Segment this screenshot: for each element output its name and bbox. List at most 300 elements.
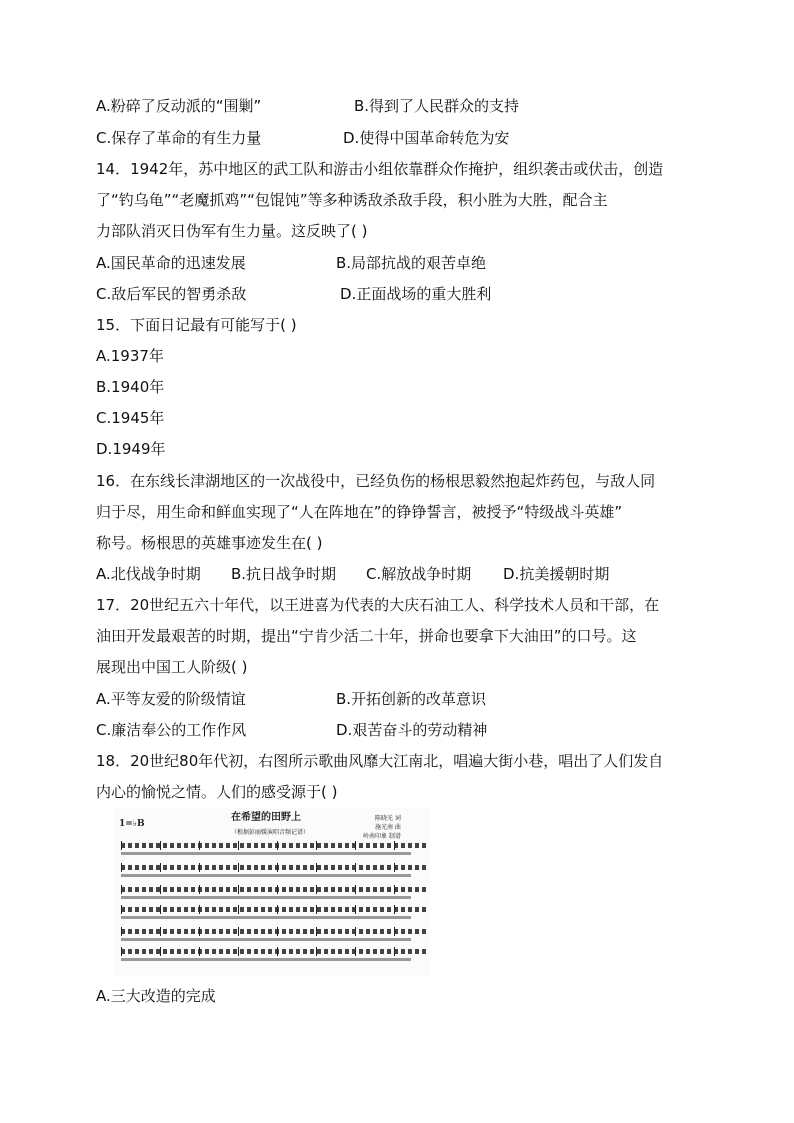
score-barline <box>199 885 200 894</box>
q13-option-b: B.得到了人民群众的支持 <box>354 97 520 115</box>
score-barline <box>238 863 239 872</box>
score-glyph <box>338 929 342 934</box>
score-glyph <box>359 865 363 870</box>
score-glyph <box>373 887 377 892</box>
score-glyph <box>324 907 328 912</box>
score-glyph <box>240 865 244 870</box>
score-glyph <box>149 843 153 848</box>
score-glyph <box>163 865 167 870</box>
q16-options <box>96 564 609 584</box>
score-glyph <box>317 843 321 848</box>
score-glyph <box>380 949 384 954</box>
score-glyph <box>149 907 153 912</box>
score-glyph <box>142 929 146 934</box>
score-glyph <box>408 907 412 912</box>
score-glyph <box>268 865 272 870</box>
score-glyph <box>331 949 335 954</box>
score-glyph <box>303 887 307 892</box>
score-glyph <box>401 865 405 870</box>
score-glyph <box>268 843 272 848</box>
score-glyph <box>156 887 160 892</box>
score-glyph <box>261 929 265 934</box>
score-glyph <box>401 907 405 912</box>
score-glyph <box>226 887 230 892</box>
score-barline <box>277 927 278 936</box>
score-glyph <box>282 929 286 934</box>
score-lyric-line <box>121 958 411 961</box>
score-glyph <box>177 843 181 848</box>
score-glyph <box>303 929 307 934</box>
q17-option-b: B.开拓创新的改革意识 <box>336 690 487 708</box>
score-glyph <box>296 887 300 892</box>
score-glyph <box>233 929 237 934</box>
score-glyph <box>324 843 328 848</box>
score-glyph <box>156 865 160 870</box>
score-glyph <box>380 907 384 912</box>
score-glyph <box>282 865 286 870</box>
score-barline <box>355 885 356 894</box>
score-glyph <box>212 865 216 870</box>
score-glyph <box>359 907 363 912</box>
score-glyph <box>317 949 321 954</box>
q16-option-a: A.北伐战争时期 <box>96 565 201 583</box>
score-barline <box>277 863 278 872</box>
score-glyph <box>233 949 237 954</box>
score-composer: 施光南 曲 <box>375 824 401 831</box>
q16-option-d: D.抗美援朝时期 <box>503 565 610 583</box>
score-glyph <box>184 887 188 892</box>
score-glyph <box>233 907 237 912</box>
score-barline <box>355 863 356 872</box>
score-glyph <box>296 949 300 954</box>
score-lyric-line <box>121 874 411 877</box>
score-glyph <box>191 843 195 848</box>
score-lyric-line <box>121 852 411 855</box>
score-glyph <box>282 843 286 848</box>
q17-option-c: C.廉洁奉公的工作作风 <box>96 721 247 739</box>
score-glyph <box>212 887 216 892</box>
score-glyph <box>387 907 391 912</box>
score-glyph <box>345 887 349 892</box>
score-glyph <box>128 887 132 892</box>
score-glyph <box>177 887 181 892</box>
score-glyph <box>177 865 181 870</box>
score-barline <box>316 947 317 956</box>
q15-stem: 15．下面日记最有可能写于( ) <box>96 316 297 334</box>
score-lyric-line <box>121 896 411 899</box>
score-glyph <box>401 949 405 954</box>
score-glyph <box>373 865 377 870</box>
score-glyph <box>310 907 314 912</box>
score-glyph <box>282 949 286 954</box>
score-barline <box>199 841 200 850</box>
song-score-image <box>113 808 431 976</box>
score-glyph <box>345 843 349 848</box>
score-barline <box>121 841 122 850</box>
q18-stem-line1: 18．20世纪80年代初，右图所示歌曲风靡大江南北，唱遍大街小巷，唱出了人们发自 <box>96 752 664 770</box>
score-glyph <box>331 843 335 848</box>
score-glyph <box>135 887 139 892</box>
q16-stem-line3: 称号。杨根思的英雄事迹发生在( ) <box>96 534 323 552</box>
score-glyph <box>261 907 265 912</box>
score-glyph <box>338 907 342 912</box>
score-glyph <box>191 907 195 912</box>
score-glyph <box>254 843 258 848</box>
score-glyph <box>135 929 139 934</box>
score-glyph <box>261 887 265 892</box>
score-barline <box>277 885 278 894</box>
score-glyph <box>177 929 181 934</box>
score-glyph <box>247 887 251 892</box>
score-glyph <box>338 887 342 892</box>
score-barline <box>238 947 239 956</box>
score-glyph <box>135 865 139 870</box>
score-glyph <box>324 865 328 870</box>
q16-option-c: C.解放战争时期 <box>366 565 472 583</box>
score-glyph <box>128 907 132 912</box>
score-glyph <box>422 843 426 848</box>
score-glyph <box>366 929 370 934</box>
score-glyph <box>177 949 181 954</box>
score-barline <box>121 947 122 956</box>
score-glyph <box>226 843 230 848</box>
score-glyph <box>373 907 377 912</box>
score-glyph <box>345 865 349 870</box>
score-glyph <box>142 843 146 848</box>
score-glyph <box>282 887 286 892</box>
q13-option-c: C.保存了革命的有生力量 <box>96 129 262 147</box>
score-glyph <box>254 949 258 954</box>
score-barline <box>394 841 395 850</box>
score-glyph <box>226 949 230 954</box>
score-glyph <box>170 949 174 954</box>
q14-option-d: D.正面战场的重大胜利 <box>340 285 492 303</box>
score-glyph <box>205 907 209 912</box>
score-glyph <box>142 887 146 892</box>
score-glyph <box>240 929 244 934</box>
score-glyph <box>331 929 335 934</box>
score-glyph <box>240 843 244 848</box>
q16-stem-line1: 16．在东线长津湖地区的一次战役中，已经负伤的杨根思毅然抱起炸药包，与敌人同 <box>96 472 656 490</box>
score-barline <box>355 947 356 956</box>
score-barline <box>238 841 239 850</box>
score-glyph <box>387 949 391 954</box>
score-glyph <box>373 949 377 954</box>
score-glyph <box>296 865 300 870</box>
score-glyph <box>184 949 188 954</box>
score-glyph <box>401 843 405 848</box>
score-glyph <box>163 929 167 934</box>
score-barline <box>394 885 395 894</box>
score-glyph <box>317 865 321 870</box>
score-glyph <box>408 865 412 870</box>
score-title: 在希望的田野上 <box>231 812 301 823</box>
score-glyph <box>261 843 265 848</box>
score-glyph <box>331 887 335 892</box>
score-glyph <box>212 907 216 912</box>
score-glyph <box>254 887 258 892</box>
score-glyph <box>128 929 132 934</box>
q17-option-d: D.艰苦奋斗的劳动精神 <box>336 721 488 739</box>
score-glyph <box>366 887 370 892</box>
score-glyph <box>135 843 139 848</box>
score-glyph <box>366 907 370 912</box>
score-glyph <box>310 865 314 870</box>
q15-option-b: B.1940年 <box>96 378 165 396</box>
score-lyric-line <box>121 938 411 941</box>
score-glyph <box>163 843 167 848</box>
q15-option-a: A.1937年 <box>96 347 164 365</box>
score-barline <box>316 841 317 850</box>
score-barline <box>316 927 317 936</box>
score-glyph <box>408 843 412 848</box>
score-glyph <box>296 929 300 934</box>
q16-stem-line2: 归于尽，用生命和鲜血实现了“人在阵地在”的铮铮誓言，被授予“特级战斗英雄” <box>96 503 623 521</box>
score-glyph <box>282 907 286 912</box>
score-glyph <box>422 949 426 954</box>
score-glyph <box>366 865 370 870</box>
score-glyph <box>380 843 384 848</box>
q14-stem-line1: 14．1942年，苏中地区的武工队和游击小组依靠群众作掩护，组织袭击或伏击，创造 <box>96 160 664 178</box>
score-glyph <box>331 865 335 870</box>
score-glyph <box>345 907 349 912</box>
score-glyph <box>163 887 167 892</box>
score-glyph <box>128 843 132 848</box>
score-glyph <box>380 929 384 934</box>
score-glyph <box>163 907 167 912</box>
score-glyph <box>212 929 216 934</box>
score-glyph <box>303 949 307 954</box>
score-glyph <box>310 929 314 934</box>
score-glyph <box>184 843 188 848</box>
q13-option-d: D.使得中国革命转危为安 <box>343 129 510 147</box>
score-glyph <box>289 887 293 892</box>
score-glyph <box>219 887 223 892</box>
score-glyph <box>317 907 321 912</box>
score-glyph <box>415 929 419 934</box>
score-barline <box>160 947 161 956</box>
score-glyph <box>205 929 209 934</box>
score-glyph <box>338 843 342 848</box>
q16-option-b: B.抗日战争时期 <box>231 565 337 583</box>
score-glyph <box>380 865 384 870</box>
score-barline <box>355 927 356 936</box>
score-glyph <box>156 929 160 934</box>
score-glyph <box>415 843 419 848</box>
score-glyph <box>324 929 328 934</box>
score-glyph <box>226 929 230 934</box>
score-glyph <box>422 907 426 912</box>
score-glyph <box>184 907 188 912</box>
score-subtitle: （根据彭丽媛演唱音频记谱） <box>231 829 310 836</box>
score-glyph <box>128 949 132 954</box>
score-barline <box>316 885 317 894</box>
q17-stem-line3: 展现出中国工人阶级( ) <box>96 658 248 676</box>
q17-stem-line1: 17．20世纪五六十年代，以王进喜为代表的大庆石油工人、科学技术人员和干部，在 <box>96 596 660 614</box>
score-glyph <box>240 887 244 892</box>
score-glyph <box>219 929 223 934</box>
score-glyph <box>219 843 223 848</box>
score-glyph <box>415 949 419 954</box>
score-glyph <box>170 907 174 912</box>
score-barline <box>394 905 395 914</box>
score-glyph <box>149 865 153 870</box>
score-glyph <box>415 907 419 912</box>
q17-stem-line2: 油田开发最艰苦的时期，提出“宁肯少活二十年，拼命也要拿下大油田”的口号。这 <box>96 627 637 645</box>
score-glyph <box>205 843 209 848</box>
score-glyph <box>240 907 244 912</box>
score-key: 1=♭B <box>119 819 145 829</box>
score-glyph <box>387 929 391 934</box>
score-barline <box>160 863 161 872</box>
score-barline <box>277 947 278 956</box>
score-barline <box>238 885 239 894</box>
score-barline <box>199 947 200 956</box>
score-barline <box>121 905 122 914</box>
score-glyph <box>149 929 153 934</box>
score-glyph <box>142 949 146 954</box>
score-glyph <box>191 949 195 954</box>
score-glyph <box>226 865 230 870</box>
score-glyph <box>401 887 405 892</box>
score-glyph <box>247 865 251 870</box>
score-barline <box>160 841 161 850</box>
score-arranger: 岭南印象 制谱 <box>363 833 401 840</box>
q17-option-a: A.平等友爱的阶级情谊 <box>96 690 246 708</box>
score-glyph <box>191 887 195 892</box>
score-glyph <box>149 887 153 892</box>
score-barline <box>160 927 161 936</box>
score-glyph <box>324 887 328 892</box>
q15-option-c: C.1945年 <box>96 409 165 427</box>
score-barline <box>199 927 200 936</box>
score-glyph <box>170 865 174 870</box>
score-glyph <box>387 843 391 848</box>
score-glyph <box>408 887 412 892</box>
q14-stem-line2: 了“钓乌龟”“老魔抓鸡”“包馄饨”等多种诱敌杀敌手段，积小胜为大胜，配合主 <box>96 191 608 209</box>
q15-option-d: D.1949年 <box>96 440 166 458</box>
score-glyph <box>226 907 230 912</box>
score-glyph <box>268 907 272 912</box>
score-glyph <box>289 843 293 848</box>
score-barline <box>277 905 278 914</box>
score-glyph <box>170 929 174 934</box>
score-glyph <box>366 843 370 848</box>
score-glyph <box>296 907 300 912</box>
score-barline <box>238 905 239 914</box>
score-glyph <box>422 929 426 934</box>
score-glyph <box>156 949 160 954</box>
score-glyph <box>289 929 293 934</box>
score-barline <box>121 885 122 894</box>
score-glyph <box>261 949 265 954</box>
score-barline <box>199 905 200 914</box>
score-glyph <box>324 949 328 954</box>
score-barline <box>160 885 161 894</box>
score-glyph <box>296 843 300 848</box>
score-glyph <box>247 843 251 848</box>
score-glyph <box>205 949 209 954</box>
score-glyph <box>156 907 160 912</box>
score-barline <box>121 927 122 936</box>
score-glyph <box>415 887 419 892</box>
score-glyph <box>289 907 293 912</box>
score-glyph <box>310 949 314 954</box>
score-glyph <box>247 949 251 954</box>
score-barline <box>277 841 278 850</box>
score-glyph <box>422 865 426 870</box>
q13-option-a: A.粉碎了反动派的“围剿” <box>96 97 262 115</box>
score-glyph <box>422 887 426 892</box>
score-glyph <box>184 929 188 934</box>
score-barline <box>199 863 200 872</box>
score-glyph <box>156 843 160 848</box>
score-glyph <box>170 887 174 892</box>
score-lyric-line <box>121 916 411 919</box>
score-barline <box>316 905 317 914</box>
score-barline <box>394 863 395 872</box>
score-glyph <box>310 843 314 848</box>
score-glyph <box>233 887 237 892</box>
score-glyph <box>366 949 370 954</box>
score-glyph <box>135 907 139 912</box>
score-glyph <box>268 929 272 934</box>
score-glyph <box>142 907 146 912</box>
score-glyph <box>317 929 321 934</box>
score-glyph <box>212 949 216 954</box>
score-glyph <box>345 949 349 954</box>
score-barline <box>394 927 395 936</box>
score-barline <box>355 905 356 914</box>
score-glyph <box>233 865 237 870</box>
score-glyph <box>345 929 349 934</box>
score-glyph <box>401 929 405 934</box>
score-glyph <box>289 865 293 870</box>
score-glyph <box>303 843 307 848</box>
score-glyph <box>212 843 216 848</box>
score-glyph <box>163 949 167 954</box>
score-glyph <box>184 865 188 870</box>
q14-stem-line3: 力部队消灭日伪军有生力量。这反映了( ) <box>96 222 368 240</box>
score-glyph <box>149 949 153 954</box>
score-barline <box>121 863 122 872</box>
score-barline <box>394 947 395 956</box>
score-glyph <box>205 865 209 870</box>
score-glyph <box>268 887 272 892</box>
score-glyph <box>268 949 272 954</box>
score-glyph <box>387 887 391 892</box>
score-glyph <box>408 949 412 954</box>
score-glyph <box>303 907 307 912</box>
score-glyph <box>289 949 293 954</box>
score-glyph <box>338 949 342 954</box>
score-glyph <box>219 949 223 954</box>
score-glyph <box>408 929 412 934</box>
score-glyph <box>387 865 391 870</box>
score-glyph <box>128 865 132 870</box>
score-glyph <box>191 865 195 870</box>
score-glyph <box>254 907 258 912</box>
score-glyph <box>338 865 342 870</box>
score-glyph <box>380 887 384 892</box>
score-glyph <box>373 843 377 848</box>
score-glyph <box>359 843 363 848</box>
q14-option-b: B.局部抗战的艰苦卓绝 <box>336 254 487 272</box>
score-glyph <box>177 907 181 912</box>
score-glyph <box>254 929 258 934</box>
score-glyph <box>310 887 314 892</box>
score-glyph <box>205 887 209 892</box>
